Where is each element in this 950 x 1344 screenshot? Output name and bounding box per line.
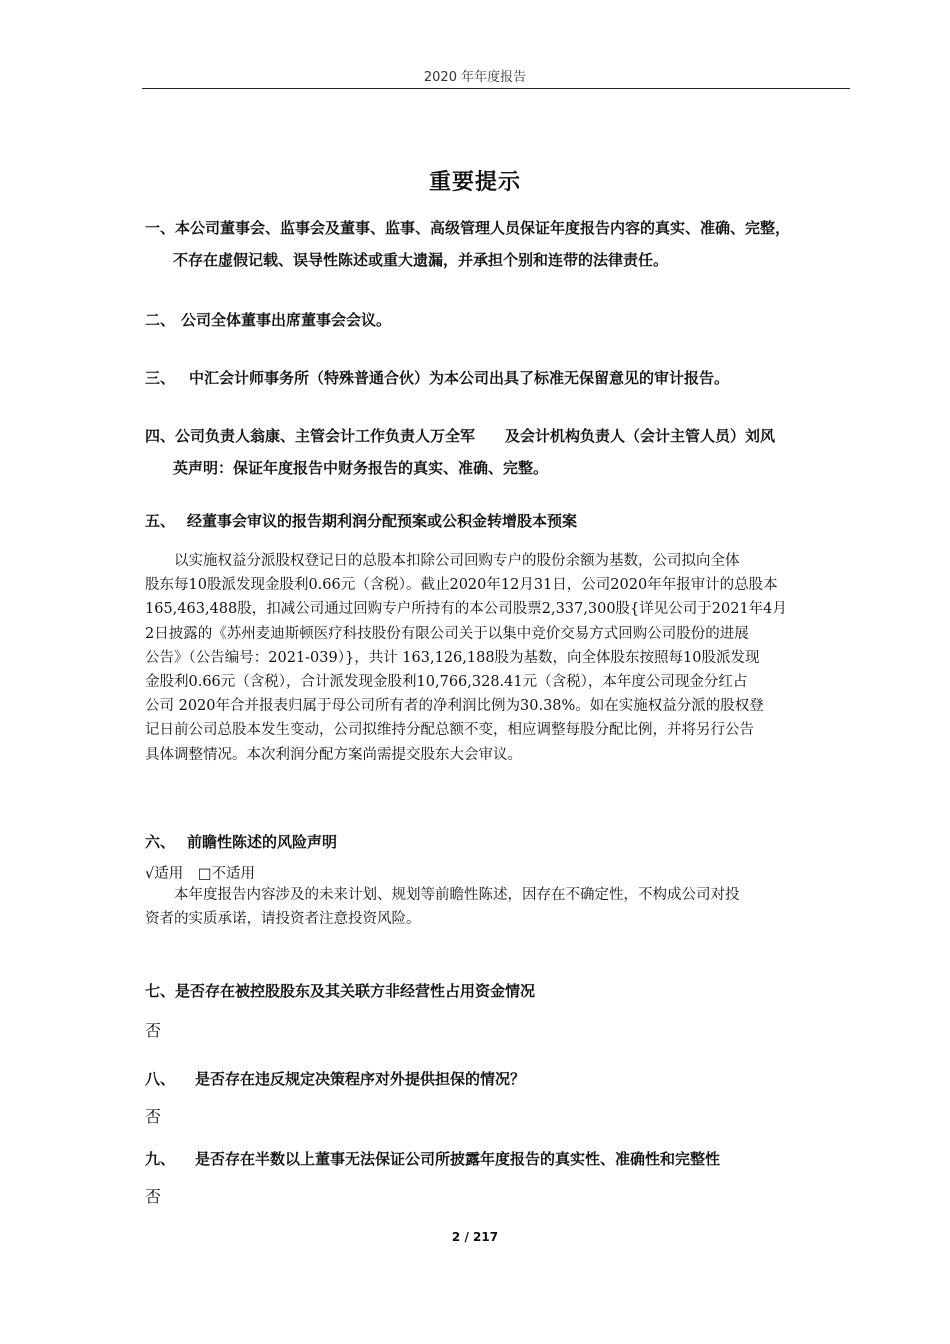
notice-item-2 [145,304,853,336]
notice-item-1 [145,212,853,276]
page-number: 2 / 217 [451,1230,499,1244]
header-divider [142,88,850,89]
paragraph-line: 公告》（公告编号：2021-039）}，共计 163,126,188股为基数，向全体股东按照每10股派发现 [145,649,760,666]
notice-item-4-line2: 英声明：保证年度报告中财务报告的真实、准确、完整。 [173,459,549,477]
item-number: 八、 [145,1070,176,1088]
notice-item-1-line1 [145,212,853,244]
paragraph-line: 本年度报告内容涉及的未来计划、规划等前瞻性陈述，因存在不确定性，不构成公司对投 [145,887,740,903]
applicable-unchecked: □不适用 [197,866,256,882]
answer-item-9: 否 [145,1187,162,1206]
paragraph-line: 2日披露的《苏州麦迪斯顿医疗科技股份有限公司关于以集中竞价交易方式回购公司股份的进展 [145,625,749,642]
dividend-plan-paragraph [145,549,853,767]
page-title: 重要提示 [428,170,521,195]
notice-item-1-line2: 不存在虚假记载、误导性陈述或重大遗漏，并承担个别和连带的法律责任。 [173,251,669,269]
applicability-options [145,862,255,883]
notice-item-9 [145,1143,853,1175]
paragraph-line: 资者的实质承诺，请投资者注意投资风险。 [145,911,421,928]
paragraph-line: 165,463,488股，扣减公司通过回购专户所持有的本公司股票2,337,300股{详见公司于2021年4月 [145,601,787,618]
notice-item-8 [145,1063,853,1095]
notice-item-4-text: 公司负责人翁康、主管会计工作负责人万全军 及会计机构负责人（会计主管人员）刘风 [175,427,776,445]
notice-item-7 [145,975,853,1007]
item-number: 二、 [145,311,176,329]
notice-item-3-text: 中汇会计师事务所（特殊普通合伙）为本公司出具了标准无保留意见的审计报告。 [189,369,730,387]
notice-item-9-text: 是否存在半数以上董事无法保证公司所披露年度报告的真实性、准确性和完整性 [195,1150,721,1168]
notice-item-6 [145,826,853,858]
paragraph-line: 记日前公司总股本发生变动，公司拟维持分配总额不变，相应调整每股分配比例，并将另行公告 [145,722,754,739]
report-header-title: 2020 年年度报告 [423,70,527,85]
paragraph-line: 具体调整情况。本次利润分配方案尚需提交股东大会审议。 [145,746,522,763]
paragraph-line: 金股利0.66元（含税），合计派发现金股利10,766,328.41元（含税），本年度公司现金分红占 [145,674,748,691]
item-number: 六、 [145,833,176,851]
notice-item-5 [145,505,853,537]
item-number: 三、 [145,369,176,387]
forward-looking-paragraph [145,883,853,931]
item-number: 四、 [145,427,176,445]
applicable-checked: √适用 [145,866,184,882]
paragraph-line: 股东每10股派发现金股利0.66元（含税）。截止2020年12月31日，公司2020年年报审计的总股本 [145,577,778,594]
item-number: 五、 [145,512,176,530]
answer-item-8: 否 [145,1107,162,1126]
notice-item-5-text: 经董事会审议的报告期利润分配预案或公积金转增股本预案 [187,512,578,530]
item-number: 一、 [145,219,176,237]
notice-item-4 [145,420,853,484]
paragraph-line: 公司 2020年合并报表归属于母公司所有者的净利润比例为30.38%。如在实施权益分派的股权登 [145,698,764,715]
answer-item-7: 否 [145,1021,162,1040]
notice-item-8-text: 是否存在违反规定决策程序对外提供担保的情况？ [195,1070,526,1088]
notice-item-6-text: 前瞻性陈述的风险声明 [187,833,338,851]
paragraph-line: 以实施权益分派股权登记日的总股本扣除公司回购专户的股份余额为基数，公司拟向全体 [145,553,740,569]
notice-item-2-text: 公司全体董事出席董事会会议。 [181,311,392,329]
item-number: 七、 [145,982,176,1000]
notice-item-7-text: 是否存在被控股股东及其关联方非经营性占用资金情况 [175,982,536,1000]
notice-item-3 [145,362,853,394]
item-number: 九、 [145,1150,176,1168]
notice-item-1-text: 本公司董事会、监事会及董事、监事、高级管理人员保证年度报告内容的真实、准确、完整， [175,219,791,237]
